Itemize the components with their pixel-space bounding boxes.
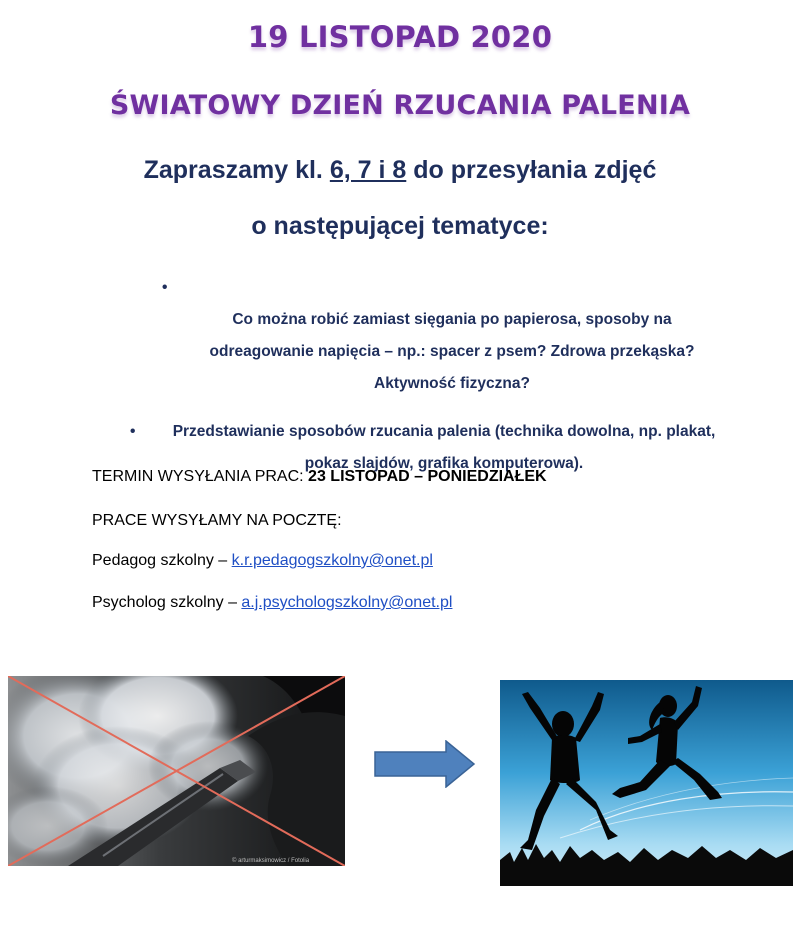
jumping-illustration bbox=[500, 680, 793, 886]
contact-psycholog bbox=[92, 594, 452, 612]
psycholog-email-link[interactable]: a.j.psychologszkolny@onet.pl bbox=[241, 594, 453, 611]
event-date: 19 LISTOPAD 2020 bbox=[247, 20, 553, 54]
send-to-line: PRACE WYSYŁAMY NA POCZTĘ: bbox=[92, 512, 342, 529]
pedagog-email-link[interactable]: k.r.pedagogszkolny@onet.pl bbox=[231, 552, 433, 569]
event-title: ŚWIATOWY DZIEŃ RZUCANIA PALENIA bbox=[109, 90, 691, 121]
image-caption: © arturmaksimowicz / Fotolia bbox=[232, 858, 310, 864]
invitation-suffix: do przesyłania zdjęć bbox=[406, 156, 657, 184]
deadline-line bbox=[92, 468, 547, 486]
topic-text-2: Przedstawianie sposobów rzucania palenia (technika dowolna, np. plakat, pokaz slajdów, grafika komputerowa). bbox=[172, 423, 716, 472]
invitation-prefix: Zapraszamy kl. bbox=[143, 156, 330, 184]
right-arrow-icon bbox=[374, 740, 476, 788]
smoking-illustration bbox=[8, 676, 345, 866]
deadline-label: TERMIN WYSYŁANIA PRAC: bbox=[92, 468, 309, 485]
topic-list bbox=[100, 272, 750, 480]
contact-role: Pedagog szkolny – bbox=[92, 552, 232, 569]
bullet-icon: • bbox=[130, 423, 136, 440]
contact-role: Psycholog szkolny – bbox=[92, 594, 242, 611]
invitation-classes: 6, 7 i 8 bbox=[329, 156, 407, 184]
smoking-image bbox=[8, 676, 345, 866]
topic-text-1: Co można robić zamiast sięgania po papierosa, sposoby na odreagowanie napięcia – np.: spacer z psem? Zdrowa przekąska? Aktywność fizyczna? bbox=[209, 311, 695, 392]
jumping-people-image bbox=[500, 680, 793, 886]
contact-pedagog bbox=[92, 552, 433, 570]
invitation-line-1 bbox=[0, 156, 800, 185]
bullet-icon: • bbox=[162, 279, 168, 296]
deadline-value: 23 LISTOPAD – PONIEDZIAŁEK bbox=[308, 468, 547, 485]
topic-item bbox=[100, 272, 750, 400]
invitation-line-2: o następującej tematyce: bbox=[251, 212, 549, 240]
